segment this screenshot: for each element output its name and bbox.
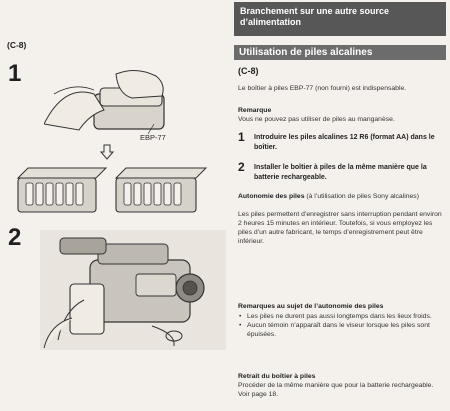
autonomy-heading <box>238 192 444 201</box>
step-2-number: 2 <box>8 224 22 251</box>
section-title: Utilisation de piles alcalines <box>234 45 446 60</box>
page-header-title: Branchement sur une autre source d’alimentation <box>234 2 446 36</box>
battery-case-opening-illustration <box>44 64 174 144</box>
remarks-list <box>238 312 444 339</box>
battery-tray-right-illustration <box>112 164 212 218</box>
step-2-text: Installer le boîtier à piles de la même manière que la batterie rechargeable. <box>254 164 427 181</box>
remark-text: Vous ne pouvez pas utiliser de piles au manganèse. <box>238 116 395 123</box>
list-item: • Les piles ne durent pas aussi longtemps dans les lieux froids. <box>238 312 444 321</box>
intro-text: Le boîtier à piles EBP-77 (non fourni) est indispensable. <box>238 85 407 92</box>
step-1-text: Introduire les piles alcalines 12 R6 (format AA) dans le boîtier. <box>254 134 435 151</box>
autonomy-heading-title: Autonomie des piles <box>238 193 305 200</box>
battery-case-label: EBP-77 <box>140 133 166 142</box>
figure-label: (C-8) <box>7 40 27 50</box>
arrow-down-icon <box>100 144 114 160</box>
list-item: • Aucun témoin n’apparaît dans le viseur lorsque les piles sont épuisées. <box>238 321 444 339</box>
remarks-heading: Remarques au sujet de l’autonomie des piles <box>238 303 384 310</box>
removal-heading: Retrait du boîtier à piles <box>238 373 316 380</box>
step-2-label: 2 <box>238 160 245 174</box>
text-column <box>232 0 446 411</box>
removal-text: Procéder de la même manière que pour la batterie rechargeable. Voir page 18. <box>238 382 434 398</box>
remark-heading: Remarque <box>238 107 272 114</box>
camcorder-illustration <box>40 230 226 350</box>
autonomy-text: Les piles permettent d’enregistrer sans interruption pendant environ 2 heures 15 minutes en intérieur. Toutefois, si vous employez les piles d’un autre fabricant, le temps d’enregistrement peut être inférieur. <box>238 211 442 245</box>
figure-reference: (C-8) <box>238 66 259 76</box>
battery-tray-left-illustration <box>14 164 110 218</box>
step-1-label: 1 <box>238 130 245 144</box>
autonomy-heading-note: (à l’utilisation de piles Sony alcalines) <box>306 193 419 200</box>
step-1-number: 1 <box>8 60 22 87</box>
